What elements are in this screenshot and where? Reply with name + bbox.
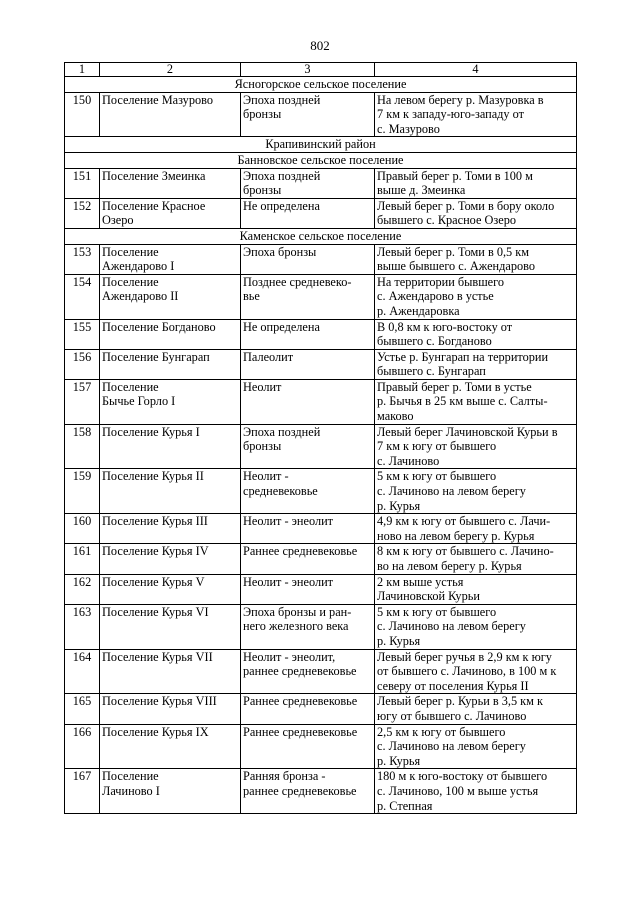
site-name-line: Поселение Мазурово <box>102 92 213 107</box>
location-line: р. Курья <box>377 498 421 513</box>
site-name-line: Поселение Богданово <box>102 319 216 334</box>
site-name-line: Поселение Курья V <box>102 574 205 589</box>
entry-number: 157 <box>65 379 100 424</box>
site-name-cell <box>100 319 241 349</box>
location-cell <box>375 244 577 274</box>
site-name-line: Поселение Змеинка <box>102 168 206 183</box>
site-name-cell <box>100 694 241 724</box>
epoch-line: Неолит <box>243 379 282 394</box>
site-name-line: Поселение <box>102 379 159 394</box>
location-cell <box>375 694 577 724</box>
section-title: Каменское сельское поселение <box>65 228 577 244</box>
location-line: с. Ажендарово в устье <box>377 289 494 304</box>
location-line: с. Лачиново <box>377 453 440 468</box>
table-row <box>65 92 577 137</box>
entry-number: 150 <box>65 92 100 137</box>
location-cell <box>375 349 577 379</box>
site-name-cell <box>100 574 241 604</box>
location-line: выше бывшего с. Ажендарово <box>377 259 536 274</box>
table-row <box>65 469 577 514</box>
location-cell <box>375 574 577 604</box>
location-cell <box>375 92 577 137</box>
site-name-line: Озеро <box>102 213 134 228</box>
epoch-line: бронзы <box>243 107 282 122</box>
location-line: югу от бывшего с. Лачиново <box>377 708 527 723</box>
site-name-cell <box>100 424 241 469</box>
site-name-cell <box>100 769 241 814</box>
site-name-cell <box>100 244 241 274</box>
location-line: бывшего с. Красное Озеро <box>377 213 516 228</box>
site-name-line: Поселение Курья VIII <box>102 694 217 709</box>
table-row <box>65 604 577 649</box>
site-name-line: Поселение Красное <box>102 198 206 213</box>
epoch-cell <box>241 544 375 574</box>
location-cell <box>375 168 577 198</box>
location-line: с. Лачиново на левом берегу <box>377 739 526 754</box>
entry-number: 160 <box>65 514 100 544</box>
location-line: бывшего с. Богданово <box>377 334 492 349</box>
epoch-line: Раннее средневековье <box>243 544 358 559</box>
site-name-cell <box>100 198 241 228</box>
column-number: 1 <box>65 63 100 77</box>
location-cell <box>375 319 577 349</box>
epoch-line: Неолит - энеолит, <box>243 649 336 664</box>
location-line: 2,5 км к югу от бывшего <box>377 724 506 739</box>
site-name-line: Поселение Курья VI <box>102 604 209 619</box>
epoch-line: Не определена <box>243 319 320 334</box>
epoch-line: Эпоха бронзы и ран- <box>243 604 352 619</box>
epoch-line: Неолит - <box>243 469 289 484</box>
table-row <box>65 198 577 228</box>
site-name-line: Лачиново I <box>102 783 160 798</box>
heritage-registry-table <box>64 62 577 814</box>
location-line: выше д. Змеинка <box>377 183 466 198</box>
location-cell <box>375 724 577 769</box>
location-cell <box>375 379 577 424</box>
epoch-cell <box>241 769 375 814</box>
epoch-cell <box>241 574 375 604</box>
epoch-line: раннее средневековье <box>243 783 357 798</box>
entry-number: 167 <box>65 769 100 814</box>
site-name-cell <box>100 379 241 424</box>
location-line: р. Курья <box>377 633 421 648</box>
site-name-cell <box>100 92 241 137</box>
site-name-line: Поселение Бунгарап <box>102 349 210 364</box>
epoch-line: Неолит - энеолит <box>243 514 334 529</box>
site-name-line: Поселение <box>102 244 159 259</box>
location-line: с. Лачиново на левом берегу <box>377 484 526 499</box>
location-line: р. Степная <box>377 798 433 813</box>
epoch-cell <box>241 649 375 694</box>
table-row <box>65 544 577 574</box>
table-row <box>65 319 577 349</box>
location-line: 180 м к юго-востоку от бывшего <box>377 769 548 784</box>
table-row <box>65 349 577 379</box>
site-name-line: Ажендарово I <box>102 259 175 274</box>
table-row <box>65 724 577 769</box>
table-row <box>65 574 577 604</box>
entry-number: 152 <box>65 198 100 228</box>
location-line: от бывшего с. Лачиново, в 100 м к <box>377 664 557 679</box>
location-line: Правый берег р. Томи в 100 м <box>377 168 533 183</box>
location-line: с. Мазурово <box>377 121 440 136</box>
epoch-cell <box>241 319 375 349</box>
entry-number: 158 <box>65 424 100 469</box>
epoch-cell <box>241 604 375 649</box>
epoch-line: Ранняя бронза - <box>243 769 326 784</box>
epoch-line: него железного века <box>243 619 349 634</box>
location-line: 7 км к западу-юго-западу от <box>377 107 524 122</box>
location-line: во на левом берегу р. Курья <box>377 559 522 573</box>
location-line: р. Ажендаровка <box>377 303 460 318</box>
site-name-cell <box>100 724 241 769</box>
location-line: 7 км к югу от бывшего <box>377 439 497 454</box>
location-cell <box>375 544 577 574</box>
location-line: Левый берег р. Томи в бору около <box>377 198 555 213</box>
location-cell <box>375 469 577 514</box>
site-name-cell <box>100 349 241 379</box>
site-name-line: Ажендарово II <box>102 289 179 304</box>
entry-number: 164 <box>65 649 100 694</box>
table-row <box>65 168 577 198</box>
entry-number: 156 <box>65 349 100 379</box>
epoch-cell <box>241 379 375 424</box>
epoch-line: бронзы <box>243 439 282 454</box>
location-line: Левый берег р. Томи в 0,5 км <box>377 244 530 259</box>
location-line: ново на левом берегу р. Курья <box>377 528 535 543</box>
table-row <box>65 379 577 424</box>
location-line: 8 км к югу от бывшего с. Лачино- <box>377 544 554 559</box>
section-title: Банновское сельское поселение <box>65 152 577 168</box>
column-number: 2 <box>100 63 241 77</box>
page-number: 802 <box>310 38 330 53</box>
epoch-line: Раннее средневековье <box>243 724 358 739</box>
epoch-cell <box>241 724 375 769</box>
site-name-cell <box>100 469 241 514</box>
section-header-row <box>65 152 577 168</box>
table-row <box>65 244 577 274</box>
section-header-row <box>65 77 577 93</box>
epoch-line: Эпоха бронзы <box>243 244 317 259</box>
entry-number: 165 <box>65 694 100 724</box>
epoch-line: Эпоха поздней <box>243 168 321 183</box>
section-title: Крапивинский район <box>65 137 577 153</box>
location-line: Левый берег р. Курьи в 3,5 км к <box>377 694 543 709</box>
section-title: Ясногорское сельское поселение <box>65 77 577 93</box>
epoch-cell <box>241 469 375 514</box>
epoch-line: Раннее средневековье <box>243 694 358 709</box>
epoch-line: вье <box>243 289 260 304</box>
table-row <box>65 649 577 694</box>
site-name-line: Поселение Курья IX <box>102 724 209 739</box>
location-line: Правый берег р. Томи в устье <box>377 379 532 394</box>
site-name-line: Поселение Курья VII <box>102 649 213 664</box>
site-name-line: Поселение Курья IV <box>102 544 209 559</box>
location-cell <box>375 769 577 814</box>
entry-number: 162 <box>65 574 100 604</box>
site-name-cell <box>100 604 241 649</box>
entry-number: 161 <box>65 544 100 574</box>
location-line: 4,9 км к югу от бывшего с. Лачи- <box>377 514 551 529</box>
entry-number: 154 <box>65 274 100 319</box>
location-line: 5 км к югу от бывшего <box>377 604 497 619</box>
epoch-cell <box>241 424 375 469</box>
site-name-cell <box>100 168 241 198</box>
section-header-row <box>65 137 577 153</box>
entry-number: 155 <box>65 319 100 349</box>
epoch-line: бронзы <box>243 183 282 198</box>
column-number: 4 <box>375 63 577 77</box>
location-cell <box>375 649 577 694</box>
site-name-line: Поселение Курья I <box>102 424 200 439</box>
epoch-line: Эпоха поздней <box>243 92 321 107</box>
epoch-line: средневековье <box>243 484 318 499</box>
epoch-line: Неолит - энеолит <box>243 574 334 589</box>
table-row <box>65 424 577 469</box>
location-line: с. Лачиново, 100 м выше устья <box>377 783 539 798</box>
epoch-line: Палеолит <box>243 349 294 364</box>
entry-number: 151 <box>65 168 100 198</box>
location-line: северу от поселения Курья II <box>377 678 529 693</box>
column-number: 3 <box>241 63 375 77</box>
location-line: бывшего с. Бунгарап <box>377 364 486 379</box>
location-cell <box>375 198 577 228</box>
location-cell <box>375 604 577 649</box>
site-name-line: Поселение <box>102 769 159 784</box>
epoch-cell <box>241 244 375 274</box>
epoch-cell <box>241 514 375 544</box>
epoch-cell <box>241 274 375 319</box>
location-cell <box>375 274 577 319</box>
epoch-line: Позднее средневеко- <box>243 274 352 289</box>
column-number-row <box>65 63 577 77</box>
epoch-line: Эпоха поздней <box>243 424 321 439</box>
epoch-cell <box>241 92 375 137</box>
site-name-line: Поселение Курья III <box>102 514 208 529</box>
site-name-cell <box>100 514 241 544</box>
site-name-line: Бычье Горло I <box>102 394 176 409</box>
table-row <box>65 514 577 544</box>
location-line: На левом берегу р. Мазуровка в <box>377 92 544 107</box>
site-name-cell <box>100 274 241 319</box>
entry-number: 163 <box>65 604 100 649</box>
location-cell <box>375 514 577 544</box>
location-line: В 0,8 км к юго-востоку от <box>377 319 513 334</box>
epoch-line: Не определена <box>243 198 320 213</box>
location-line: На территории бывшего <box>377 274 505 289</box>
location-line: Левый берег ручья в 2,9 км к югу <box>377 649 552 664</box>
table-row <box>65 274 577 319</box>
entry-number: 153 <box>65 244 100 274</box>
epoch-cell <box>241 349 375 379</box>
site-name-line: Поселение <box>102 274 159 289</box>
table-row <box>65 769 577 814</box>
table-row <box>65 694 577 724</box>
location-line: 2 км выше устья <box>377 574 464 589</box>
site-name-cell <box>100 544 241 574</box>
location-line: р. Курья <box>377 753 421 768</box>
epoch-cell <box>241 694 375 724</box>
location-line: Лачиновской Курьи <box>377 589 480 604</box>
site-name-line: Поселение Курья II <box>102 469 204 484</box>
epoch-cell <box>241 168 375 198</box>
location-cell <box>375 424 577 469</box>
location-line: р. Бычья в 25 км выше с. Салты- <box>377 394 548 409</box>
location-line: 5 км к югу от бывшего <box>377 469 497 484</box>
site-name-cell <box>100 649 241 694</box>
location-line: маково <box>377 409 414 424</box>
location-line: Устье р. Бунгарап на территории <box>377 349 549 364</box>
epoch-cell <box>241 198 375 228</box>
entry-number: 159 <box>65 469 100 514</box>
location-line: с. Лачиново на левом берегу <box>377 619 526 634</box>
location-line: Левый берег Лачиновской Курьи в <box>377 424 558 439</box>
epoch-line: раннее средневековье <box>243 664 357 679</box>
entry-number: 166 <box>65 724 100 769</box>
section-header-row <box>65 228 577 244</box>
